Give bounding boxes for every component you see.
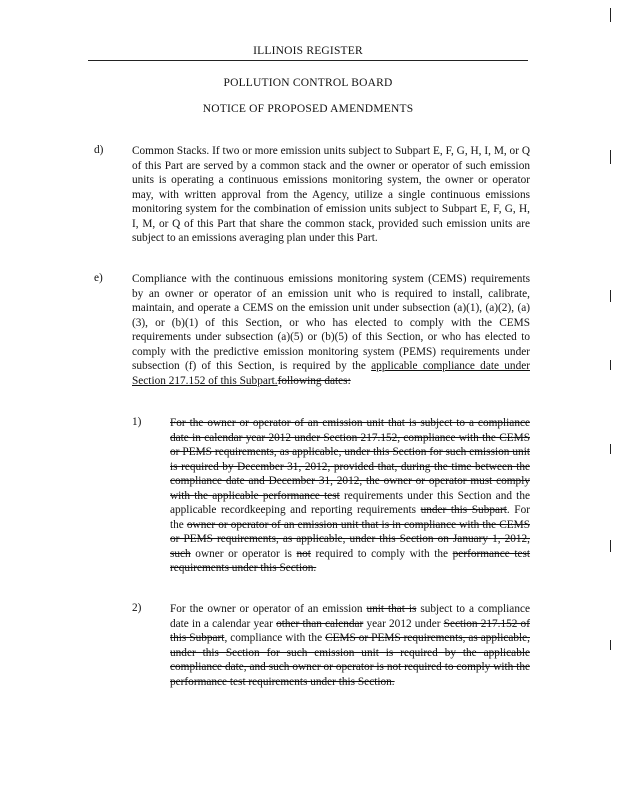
item-1-deleted: For the owner or operator of an emission unit that is subject to a compliance date in calendar year 2012 under Section 217.152, compliance with the CEMS or PEMS requirements, as applicable, under this Section for such emission unit is required by December 31, 2012, provided that, during the time between the compliance date and December 31, 2012, the owner or operator must comply with the applicable performance test	[170, 417, 530, 502]
section-e-text	[132, 272, 530, 388]
register-title: ILLINOIS REGISTER	[253, 45, 363, 57]
margin-mark	[610, 444, 611, 454]
item-1-deleted: not	[296, 547, 311, 560]
item-1-text-part: required to comply with the	[310, 547, 453, 560]
margin-mark	[610, 290, 611, 302]
item-1-text-part: requirements under this Section and the applicable recordkeeping and reporting requirements	[170, 489, 530, 516]
item-2-deleted: Section 217.152 of this Subpart	[170, 617, 530, 644]
item-1-text	[170, 416, 530, 576]
section-e-label: e)	[94, 272, 103, 284]
notice-title: NOTICE OF PROPOSED AMENDMENTS	[202, 103, 414, 115]
section-d-label: d)	[94, 144, 104, 156]
header-rule	[88, 60, 528, 61]
item-2-text	[170, 602, 530, 689]
margin-mark	[610, 640, 611, 650]
section-e-inserted: applicable compliance date under Section 217.152 of this Subpart.	[132, 360, 530, 387]
board-title: POLLUTION CONTROL BOARD	[223, 77, 393, 89]
section-e-deleted: following dates:	[277, 374, 351, 387]
section-d-text: Common Stacks. If two or more emission units subject to Subpart E, F, G, H, I, M, or Q of this Part are served by a common stack and the owner or operator of such emission units is operating a continuous emissions monitoring system, the owner or operator may, with written approval from the Agency, utilize a single continuous emissions monitoring system for the combination of emission units subject to Subpart E, F, G, H, I, M, or Q of this Part that share the common stack, provided such emission units are subject to an emissions averaging plan under this Part.	[132, 145, 530, 244]
margin-mark	[610, 8, 611, 22]
margin-mark	[610, 540, 611, 552]
margin-mark	[610, 360, 611, 370]
item-1-text-part: . For the	[170, 504, 530, 531]
section-e-main: Compliance with the continuous emissions monitoring system (CEMS) requirements by an owner or operator of an emission unit who is required to install, calibrate, maintain, and operate a CEMS on the emission unit under subsection (a)(1), (a)(2), (a)(3), or (b)(1) of this Section, or who has elected to comply with the CEMS requirements under subsection (a)(5) or (b)(5) of this Section, or who has elected to comply with the predictive emission monitoring system (PEMS) requirements under subsection (f) of this Section, is required by the	[132, 273, 530, 372]
item-2-label: 2)	[132, 602, 142, 614]
item-2-deleted: unit that is	[366, 603, 417, 615]
item-1-deleted: performance test requirements under this Section.	[170, 547, 531, 574]
item-1-text-part: owner or operator is	[190, 547, 297, 560]
margin-mark	[610, 150, 611, 164]
item-1-deleted: under this Subpart	[420, 504, 507, 516]
item-1-deleted: owner or operator of an emission unit that is in compliance with the CEMS or PEMS requirements, as applicable, under this Section on January 1, 2012, such	[170, 518, 530, 560]
item-2-text-part: subject to a compliance date in a calendar year	[170, 603, 531, 630]
item-2-text-part: , compliance with the	[224, 632, 326, 644]
item-1-label: 1)	[132, 416, 142, 428]
item-2-deleted: other than calendar	[276, 617, 364, 630]
item-2-deleted: CEMS or PEMS requirements, as applicable, under this Section for such emission unit is required by the applicable compliance date, and such owner or operator is not required to comply with the performance test requirements under this Section.	[170, 632, 530, 688]
item-2-text-part: For the owner or operator of an emission	[170, 603, 367, 615]
item-2-text-part: year 2012 under	[363, 617, 444, 630]
